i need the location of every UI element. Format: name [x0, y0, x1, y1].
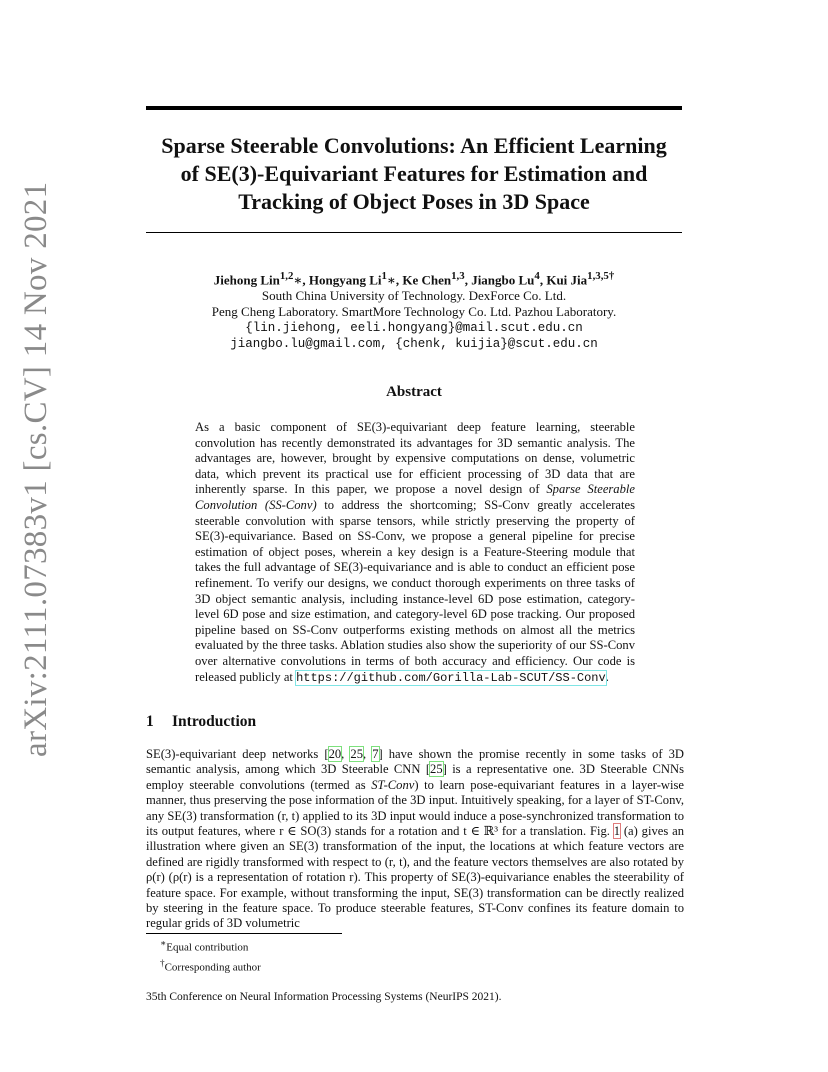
intro-text-2: ] have shown the promise recently in some tasks of 3D semantic analysis, among which 3D Steerable CNN [: [146, 747, 684, 777]
section-number: 1: [146, 713, 154, 730]
email-line-1: {lin.jiehong, eeli.hongyang}@mail.scut.edu.cn: [245, 321, 583, 336]
author-4-affil: 4: [534, 270, 540, 282]
intro-emphasis: ST-Conv: [371, 777, 415, 792]
affiliation-line-2: Peng Cheng Laboratory. SmartMore Technology Co. Ltd. Pazhou Laboratory.: [211, 304, 617, 320]
citation-link[interactable]: 25: [350, 747, 363, 761]
footnote-rule: [146, 933, 342, 934]
intro-text-5: (a) gives an illustration where given an SE(3) transformation of the input, the locations at which feature vectors are defined are rigidly transformed with respect to (r, t), and the feature vectors themselves are also rotated by ρ(r) (ρ(r) is a representation of rotation r). This property of SE(3)-equivariance enables the steerability of feature space. For example, without transforming the input, SE(3) transformation can be directly realized by steering in the feature space. To produce steerable features, ST-Conv confines its feature domain to regular grids of 3D volumetric: [146, 824, 684, 931]
code-repository-link[interactable]: https://github.com/Gorilla-Lab-SCUT/SS-Conv: [296, 670, 606, 685]
author-3: Ke Chen: [402, 272, 452, 288]
author-5-affil: 1,3,5†: [587, 270, 615, 282]
abstract-text-2: to address the shortcoming; SS-Conv greatly accelerates steerable convolution with sparse tensors, while strictly preserving the property of SE(3)-equivariance. Based on SS-Conv, we propose a general pipeline for precise estimation of object poses, wherein a key design is a Feature-Steering module that takes the full advantage of SE(3)-equivariance and is able to conduct an efficient pose refinement. To verify our designs, we conduct thorough experiments on three tasks of 3D object semantic analysis, including instance-level 6D pose estimation, category-level 6D pose and size estimation, and category-level 6D pose tracking. Our proposed pipeline based on SS-Conv outperforms existing methods on almost all the metrics evaluated by the three tasks. Ablation studies also show the superiority of our SS-Conv over alternative convolutions in terms of both accuracy and efficiency. Our code is released publicly at: [195, 497, 635, 684]
title-top-rule: [146, 106, 682, 110]
author-2: Hongyang Li: [308, 272, 382, 288]
intro-text-4: ) to learn pose-equivariant features in a layer-wise manner, thus preserving the pose information of the 3D input. Intuitively speaking, for a layer of ST-Conv, any SE(3) transformation (r, t) applied to its 3D input would induce a pose-synchronized transformation to its output features, where r ∈ SO(3) stands for a rotation and t ∈ ℝ³ for a translation. Fig.: [146, 777, 685, 839]
abstract-text-1: As a basic component of SE(3)-equivariant deep feature learning, steerable convolution has recently demonstrated its advantages for 3D semantic analysis. The advantages are, however, brought by expensive computations on dense, volumetric data, which prevent its practical use for efficient processing of 3D data that are inherently sparse. In this paper, we propose a novel design of: [195, 420, 635, 497]
author-1-affil: 1,2: [279, 270, 294, 282]
footnote-1-text: Equal contribution: [166, 941, 249, 954]
intro-text-1: SE(3)-equivariant deep networks [: [146, 747, 329, 761]
footnotes: [160, 936, 261, 975]
intro-text-3: ] is a representative one. 3D Steerable CNNs employ steerable convolutions (termed as: [146, 762, 684, 792]
footnote-equal-contribution: ∗Equal contribution: [160, 938, 249, 954]
arxiv-sidebar-stamp: arXiv:2111.07383v1 [cs.CV] 14 Nov 2021: [18, 181, 54, 757]
author-3-affil: 1,3: [451, 270, 465, 282]
footnote-2-text: Corresponding author: [164, 961, 261, 974]
conference-footer: 35th Conference on Neural Information Processing Systems (NeurIPS 2021).: [146, 991, 502, 1003]
abstract-emphasis: Sparse Steerable Convolution (SS-Conv): [195, 482, 635, 512]
author-names: Jiehong Lin$^{1,2}$∗, Hongyang Li$^1$∗, Ke Chen$^{1,3}$, Jiangbo Lu$^4$, Kui Jia$^{1,3,5\dagger}$: [213, 270, 615, 288]
email-line-2: jiangbo.lu@gmail.com, {chenk, kuijia}@scut.edu.cn: [230, 337, 598, 352]
title-bottom-rule: [146, 232, 682, 233]
abstract-heading: Abstract: [386, 384, 442, 400]
section-title: Introduction: [172, 713, 257, 730]
section-heading-introduction: [146, 713, 256, 731]
paper-title: [146, 132, 682, 216]
author-5: Kui Jia: [546, 272, 588, 288]
citation-link[interactable]: 7: [372, 747, 379, 761]
title-line-2: of SE(3)-Equivariant Features for Estimation and: [180, 161, 648, 186]
author-4: Jiangbo Lu: [471, 272, 535, 288]
author-1: Jiehong Lin: [213, 272, 280, 288]
affiliation-line-1: South China University of Technology. DexForce Co. Ltd.: [261, 288, 567, 304]
author-block: [146, 268, 682, 352]
footnote-corresponding-author: †Corresponding author: [160, 957, 261, 974]
citation-link[interactable]: 25: [430, 762, 443, 777]
author-2-affil: 1: [381, 270, 387, 282]
introduction-paragraph: SE(3)-equivariant deep networks [20, 25, 7] have shown the promise recently in some tasks of 3D semantic analysis, among which 3D Steerable CNN [25] is a representative one. 3D Steerable CNNs employ steerable convolutions (termed as ST-Conv) to learn pose-equivariant features in a layer-wise manner, thus preserving the pose information of the 3D input. Intuitively speaking, for a layer of ST-Conv, any SE(3) transformation (r, t) applied to its 3D input would induce a pose-synchronized transformation to its output features, where r ∈ SO(3) stands for a rotation and t ∈ ℝ³ for a translation. Fig. 1 (a) gives an illustration where given an SE(3) transformation of the input, the locations at which feature vectors are defined are rigidly transformed with respect to (r, t), and the feature vectors themselves are also rotated by ρ(r) (ρ(r) is a representation of rotation r). This property of SE(3)-equivariance enables the steerability of feature space. For example, without transforming the input, SE(3) transformation can be directly realized by steering in the feature space. To produce steerable features, ST-Conv confines its feature domain to regular grids of 3D volumetric: [146, 747, 685, 931]
figure-reference-link[interactable]: 1: [613, 824, 621, 839]
title-line-1: Sparse Steerable Convolutions: An Efficient Learning: [161, 133, 667, 158]
abstract-end: .: [605, 669, 609, 684]
citation-link[interactable]: 20: [328, 747, 342, 761]
title-line-3: Tracking of Object Poses in 3D Space: [238, 189, 590, 214]
abstract-body: [195, 420, 635, 686]
